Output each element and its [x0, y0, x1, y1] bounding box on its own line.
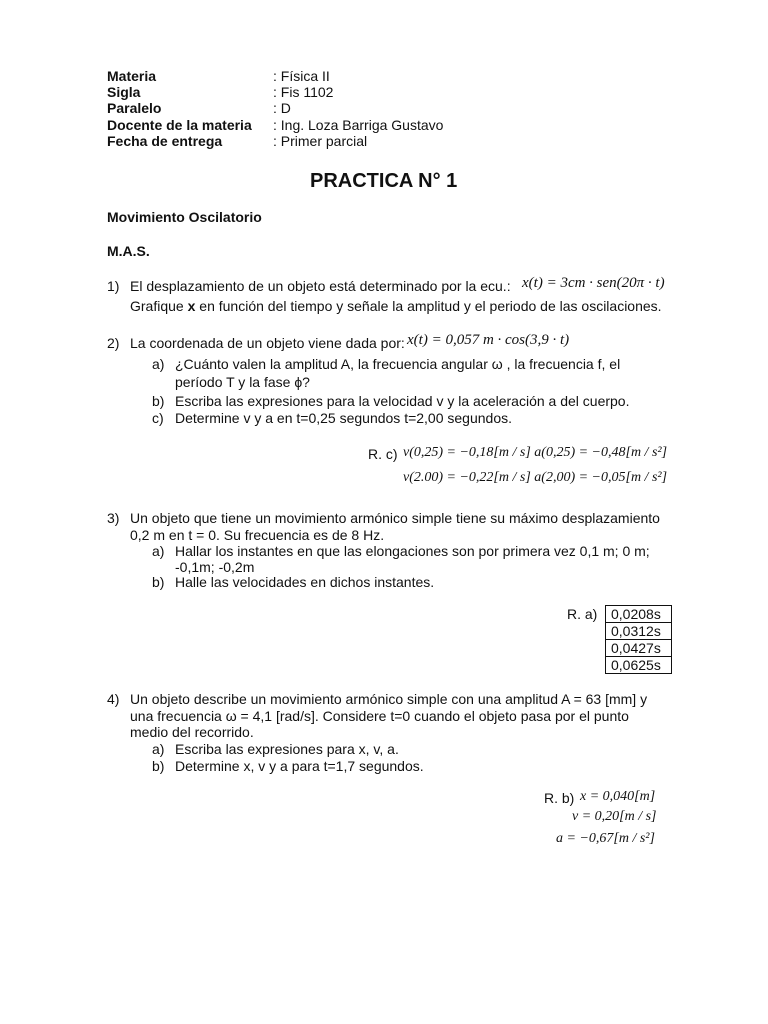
subtopic-heading: M.A.S. [107, 243, 150, 259]
problem-4a-line: Escriba las expresiones para x, v, a. [175, 741, 399, 757]
problem-3b-line: Halle las velocidades en dichos instantes. [175, 574, 435, 590]
problem-2-equation: x(t) = 0,057 m · cos(3,9 · t) [407, 332, 570, 348]
problem-3a-line2: -0,1m; -0,2m [175, 559, 255, 575]
problem-4-line3: medio del recorrido. [130, 724, 254, 740]
problem-3a-tag: a) [152, 543, 165, 559]
problem-4-number: 4) [107, 691, 120, 707]
problem-1-instruction: Grafique x en función del tiempo y señale la amplitud y el periodo de las oscilaciones. [130, 298, 662, 314]
problem-4-answer-a: a = −0,67[m / s²] [556, 831, 655, 846]
problem-2c-tag: c) [152, 410, 164, 426]
problem-2-answer-line2: v(2.00) = −0,22[m / s] a(2,00) = −0,05[m / s²] [403, 470, 668, 485]
problem-3-answer-tag: R. a) [567, 606, 598, 622]
page-title: PRACTICA N° 1 [310, 170, 458, 192]
problem-4-answer-x: x = 0,040[m] [580, 789, 656, 804]
problem-1-number: 1) [107, 278, 120, 294]
header-value-docente: : Ing. Loza Barriga Gustavo [273, 117, 444, 133]
answer-cell: 0,0208s [611, 606, 661, 622]
answer-cell: 0,0625s [606, 656, 671, 673]
header-value-paralelo: : D [273, 100, 291, 116]
answer-cell: 0,0312s [606, 622, 671, 639]
problem-3a-line1: Hallar los instantes en que las elongaciones son por primera vez 0,1 m; 0 m; [175, 543, 650, 559]
problem-2b-tag: b) [152, 393, 165, 409]
topic-heading: Movimiento Oscilatorio [107, 209, 262, 225]
answer-cell: 0,0427s [606, 639, 671, 656]
header-value-materia: : Física II [273, 68, 330, 84]
header-label-sigla: Sigla [107, 84, 141, 100]
problem-2a-line2: período T y la fase ϕ? [175, 374, 310, 390]
header-label-materia: Materia [107, 68, 157, 84]
problem-2b-line: Escriba las expresiones para la velocidad v y la aceleración a del cuerpo. [175, 393, 630, 409]
problem-2-statement: La coordenada de un objeto viene dada por: [130, 335, 405, 351]
problem-3b-tag: b) [152, 574, 165, 590]
problem-1-equation: x(t) = 3cm · sen(20π · t) [522, 275, 665, 291]
problem-4-line2: una frecuencia ω = 4,1 [rad/s]. Considere t=0 cuando el objeto pasa por el punto [130, 708, 629, 724]
problem-1-statement: El desplazamiento de un objeto está determinado por la ecu.: [130, 278, 511, 294]
header-label-paralelo: Paralelo [107, 100, 162, 116]
header-label-docente: Docente de la materia [107, 117, 252, 133]
problem-2c-line: Determine v y a en t=0,25 segundos t=2,00 segundos. [175, 410, 513, 426]
header-value-fecha: : Primer parcial [273, 133, 368, 149]
problem-2a-line1: ¿Cuánto valen la amplitud A, la frecuencia angular ω , la frecuencia f, el [175, 356, 621, 372]
problem-2-answer-line1: v(0,25) = −0,18[m / s] a(0,25) = −0,48[m / s²] [403, 445, 668, 460]
problem-4b-tag: b) [152, 758, 165, 774]
problem-4b-line: Determine x, v y a para t=1,7 segundos. [175, 758, 424, 774]
header-label-fecha: Fecha de entrega [107, 133, 223, 149]
header-value-sigla: : Fis 1102 [273, 84, 334, 100]
problem-3-number: 3) [107, 510, 120, 526]
problem-4-answer-v: v = 0,20[m / s] [572, 809, 657, 824]
problem-4a-tag: a) [152, 741, 165, 757]
problem-3-line2: 0,2 m en t = 0. Su frecuencia es de 8 Hz. [130, 527, 385, 543]
problem-3-line1: Un objeto que tiene un movimiento armónico simple tiene su máximo desplazamiento [130, 510, 660, 526]
problem-2-answer-tag: R. c) [368, 446, 398, 462]
problem-4-line1: Un objeto describe un movimiento armónico simple con una amplitud A = 63 [mm] y [130, 691, 648, 707]
problem-2a-tag: a) [152, 356, 165, 372]
problem-2-number: 2) [107, 335, 120, 351]
problem-3-answer-table [605, 605, 672, 674]
problem-4-answer-tag: R. b) [544, 790, 575, 806]
